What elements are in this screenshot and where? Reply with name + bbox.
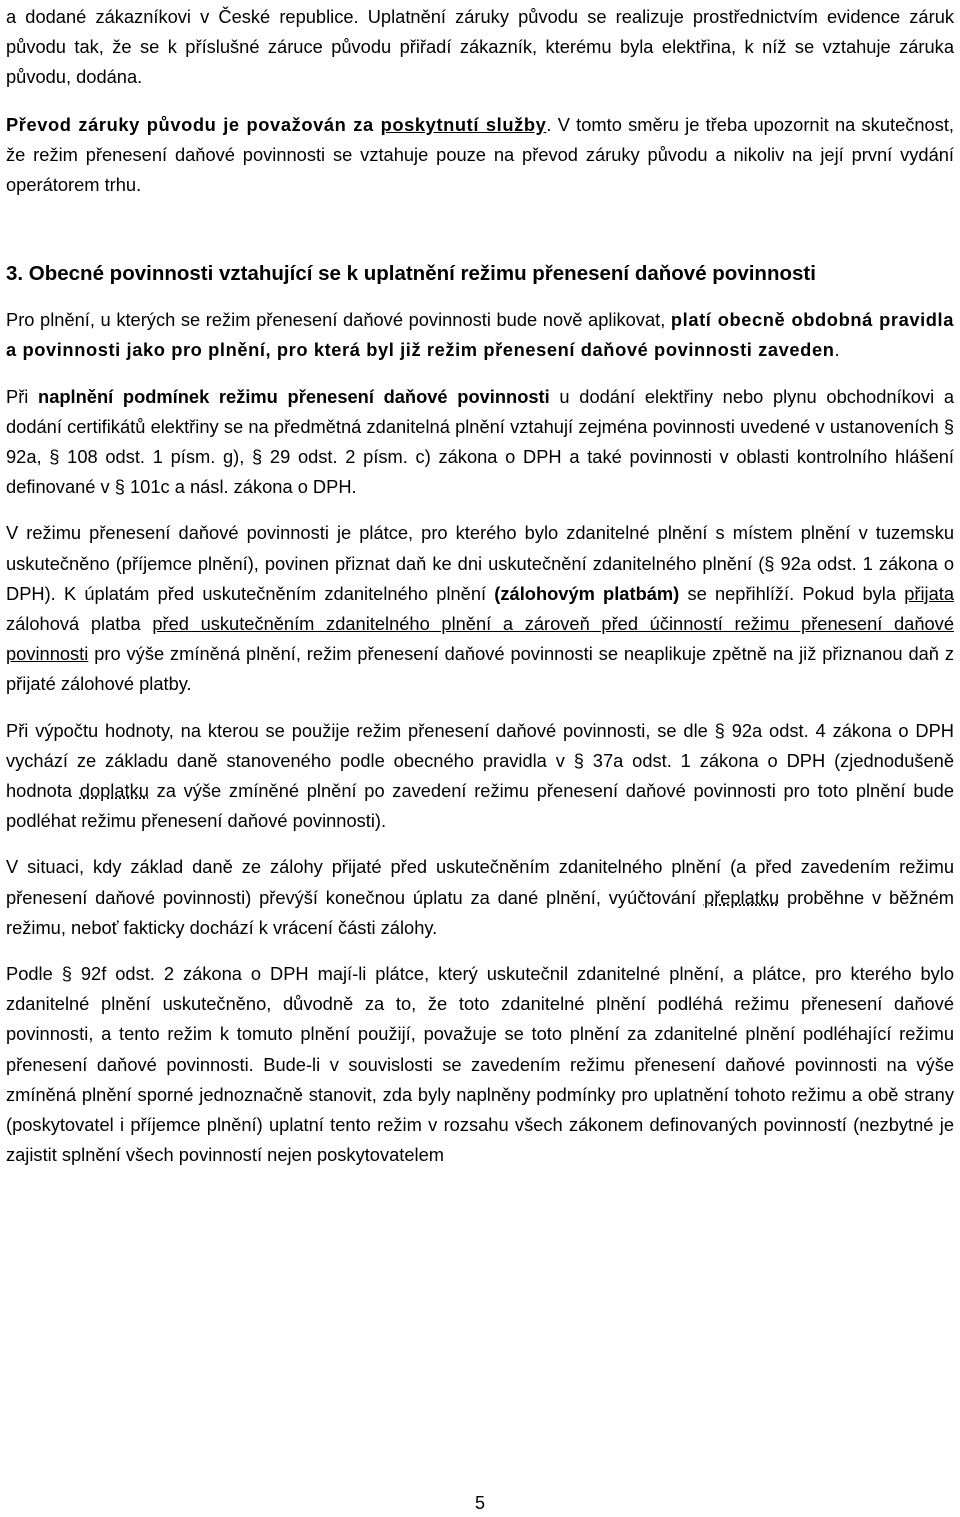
bold-text: naplnění podmínek režimu přenesení daňové povinnosti — [38, 385, 550, 407]
paragraph-overpayment: V situaci, kdy základ daně ze zálohy přijaté před uskutečněním zdanitelného plnění (a před zavedením režimu přenesení daňové povinnosti) převýší konečnou úplatu za dané plnění, vyúčtování přeplatku proběhne v běžném režimu, neboť fakticky dochází k vrácení části zálohy. — [6, 856, 954, 938]
bold-text: (zálohovým platbám) — [494, 582, 680, 604]
underlined-text: poskytnutí služby — [380, 113, 547, 135]
underlined-text: před uskutečněním zdanitelného plnění a zároveň před účinností režimu přenesení daňové povinnosti — [6, 613, 954, 665]
paragraph-transfer-as-service: Převod záruky původu je považován za poskytnutí služby. V tomto směru je třeba upozornit na skutečnost, že režim přenesení daňové povinnosti se vztahuje pouze na převod záruky původu a nikoliv na její první vydání operátorem trhu. — [6, 113, 955, 196]
page-number: 5 — [474, 1493, 485, 1513]
dotted-underlined-text: doplatku — [79, 780, 149, 802]
bold-text: Převod záruky původu je považován za — [6, 113, 381, 135]
paragraph-guarantee-of-origin-application: a dodané zákazníkovi v České republice. Uplatnění záruky původu se realizuje prostřednictvím evidence záruk původu tak, že se k příslušné záruce původu přiřadí zákazník, kterému byla elektřina, k níž se vztahuje záruka původu, dodána. — [6, 6, 954, 88]
bold-text: platí obecně obdobná pravidla a povinnosti jako pro plnění, pro která byl již režim přenesení daňové povinnosti zaveden — [6, 309, 954, 361]
paragraph-general-rules: Pro plnění, u kterých se režim přenesení daňové povinnosti bude nově aplikovat, platí obecně obdobná pravidla a povinnosti jako pro plnění, pro která byl již režim přenesení daňové povinnosti zaveden. — [6, 309, 954, 361]
paragraph-reasonable-belief: Podle § 92f odst. 2 zákona o DPH mají-li plátce, který uskutečnil zdanitelné plnění, a plátce, pro kterého bylo zdanitelné plnění uskutečněno, důvodně za to, že toto zdanitelné plnění podléhá režimu přenesení daňové povinnosti, a tento režim k tomuto plnění použijí, považuje se toto plnění za zdanitelné plnění podléhající režimu přenesení daňové povinnosti. Bude-li v souvislosti se zavedením režimu přenesení daňové povinnosti na výše zmíněná plnění sporné jednoznačně stanovit, zda byly naplněny podmínky pro uplatnění tohoto režimu a obě strany (poskytovatel i příjemce plnění) uplatní tento režim v rozsahu všech zákonem definovaných povinností (nezbytné je zajistit splnění všech povinností nejen poskytovatelem — [6, 963, 954, 1166]
dotted-underlined-text: přeplatku — [703, 886, 780, 908]
underlined-text: přijata — [904, 582, 954, 604]
paragraph-conditions: Při naplnění podmínek režimu přenesení daňové povinnosti u dodání elektřiny nebo plynu obchodníkovi a dodání certifikátů elektřiny se na předmětná zdanitelná plnění vztahují zejména povinnosti uvedené v ustanoveních § 92a, § 108 odst. 1 písm. g), § 29 odst. 2 písm. c) zákona o DPH a také povinnosti v oblasti kontrolního hlášení definované v § 101c a násl. zákona o DPH. — [6, 385, 954, 498]
paragraph-value-calculation: Při výpočtu hodnoty, na kterou se použije režim přenesení daňové povinnosti, se dle § 92a odst. 4 zákona o DPH vychází ze základu daně stanoveného podle obecného pravidla v § 37a odst. 1 zákona o DPH (zjednodušeně hodnota doplatku za výše zmíněné plnění po zavedení režimu přenesení daňové povinnosti pro toto plnění bude podléhat režimu přenesení daňové povinnosti). — [6, 719, 954, 832]
section-heading: 3. Obecné povinnosti vztahující se k uplatnění režimu přenesení daňové povinnosti — [6, 262, 816, 286]
paragraph-advance-payments: V režimu přenesení daňové povinnosti je plátce, pro kterého bylo zdanitelné plnění s místem plnění v tuzemsku uskutečněno (příjemce plnění), povinen přiznat daň ke dni uskutečnění zdanitelného plnění (§ 92a odst. 1 zákona o DPH). K úplatám před uskutečněním zdanitelného plnění (zálohovým platbám) se nepřihlíží. Pokud byla přijata zálohová platba před uskutečněním zdanitelného plnění a zároveň před účinností režimu přenesení daňové povinnosti pro výše zmíněná plnění, režim přenesení daňové povinnosti se neaplikuje zpětně na již přiznanou daň z přijaté zálohové platby. — [6, 522, 954, 695]
